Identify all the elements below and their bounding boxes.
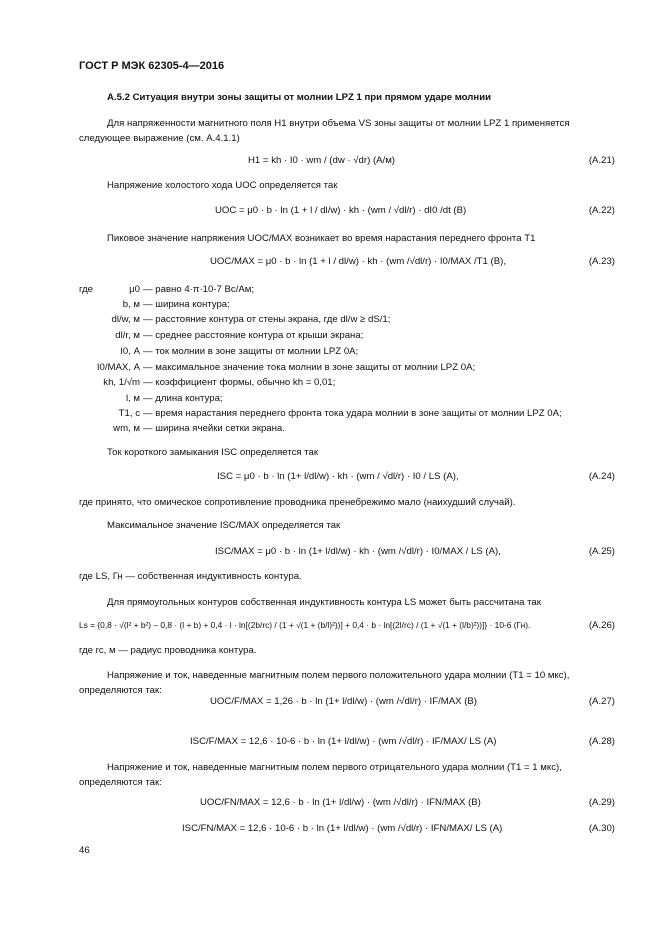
def-description: — ширина контура;: [143, 299, 230, 310]
def-description: — равно 4·π·10-7 Вс/Ам;: [143, 284, 255, 295]
def-symbol: I0, А: [120, 346, 140, 357]
paragraph-4: Ток короткого замыкания ISC определяется так: [107, 447, 319, 458]
def-description: — максимальное значение тока молнии в зоне защиты от молнии LPZ 0A;: [143, 362, 476, 373]
paragraph-8: Напряжение и ток, наведенные магнитным полем первого положительного удара молнии (T1 = 10 мкс), определяются так:: [79, 670, 570, 696]
def-symbol: l, м: [125, 393, 140, 404]
def-description: — расстояние контура от стены экрана, где dl/w ≥ dS/1;: [143, 314, 391, 325]
equation-a21: H1 = kh · I0 · wm / (dw · √dr) (А/м): [248, 155, 395, 166]
equation-a24: ISC = μ0 · b · ln (1+ l/dl/w) · kh · (wm / √dl/r) · I0 / LS (А),: [217, 471, 459, 482]
equation-a25: ISC/MAX = μ0 · b · ln (1+ l/dl/w) · kh · (wm /√dl/r) · I0/MAX / LS (А),: [215, 546, 501, 557]
equation-number-a25: (А.25): [588, 546, 615, 557]
equation-number-a28: (А.28): [588, 736, 615, 747]
def-description: — время нарастания переднего фронта тока удара молнии в зоне защиты от молнии LPZ 0A;: [143, 408, 562, 419]
def-description: — ток молнии в зоне защиты от молнии LPZ 0A;: [143, 346, 359, 357]
equation-number-a23: (А.23): [588, 256, 615, 267]
equation-a26: Ls = {0,8 · √(l² + b²) – 0,8 · (l + b) + 0,4 · l · ln[(2b/rc) / (1 + √(1 + (b/l)²))] + 0,4 · b · ln[(2l/rc) / (1 + √(1 + (l/b)²))]} · 10-6 (Гн).: [79, 620, 531, 630]
def-symbol: dl/w, м: [111, 314, 140, 325]
def-description: — длина контура;: [143, 393, 223, 404]
paragraph-5: где принято, что омическое сопротивление проводника пренебрежимо мало (наихудший случай).: [79, 497, 516, 508]
equation-number-a30: (А.30): [588, 823, 615, 834]
paragraph-2: Напряжение холостого хода UOC определяется так: [107, 180, 338, 191]
document-header: ГОСТ Р МЭК 62305-4—2016: [79, 60, 225, 72]
paragraph-3: Пиковое значение напряжения UOC/MAX возникает во время нарастания переднего фронта T1: [107, 233, 536, 244]
paragraph-6: Максимальное значение ISC/MAX определяется так: [107, 520, 341, 531]
paragraph-9: Напряжение и ток, наведенные магнитным полем первого отрицательного удара молнии (T1 = 1 мкс), определяются так:: [79, 762, 562, 788]
def-symbol: dl/r, м: [115, 330, 140, 341]
equation-a29: UOC/FN/MAX = 12,6 · b · ln (1+ l/dl/w) · (wm /√dl/r) · IFN/MAX (В): [200, 797, 481, 808]
def-symbol: wm, м: [113, 423, 140, 434]
def-symbol: kh, 1/√m: [103, 377, 140, 388]
equation-a30: ISC/FN/MAX = 12,6 · 10-6 · b · ln (1+ l/dl/w) · (wm /√dl/r) · IFN/MAX/ LS (А): [182, 823, 503, 834]
equation-a23: UOC/MAX = μ0 · b · ln (1 + l / dl/w) · kh · (wm /√dl/r) · I0/MAX /T1 (В),: [210, 256, 506, 267]
def-symbol: b, м: [122, 299, 140, 310]
def-description: — коэффициент формы, обычно kh = 0,01;: [143, 377, 336, 388]
definition-rc: где rc, м — радиус проводника контура.: [79, 645, 257, 656]
equation-a27: UOC/F/MAX = 1,26 · b · ln (1+ l/dl/w) · (wm /√dl/r) · IF/MAX (В): [210, 696, 477, 707]
paragraph-7: Для прямоугольных контуров собственная индуктивность контура LS может быть рассчитана так: [107, 597, 541, 608]
equation-number-a29: (А.29): [588, 797, 615, 808]
def-symbol: I0/MAX, А: [96, 362, 140, 373]
definition-ls: где LS, Гн — собственная индуктивность контура.: [79, 571, 302, 582]
equation-a22: UOC = μ0 · b · ln (1 + l / dl/w) · kh · (wm / √dl/r) · dI0 /dt (В): [215, 205, 467, 216]
def-description: — среднее расстояние контура от крыши экрана;: [143, 330, 364, 341]
paragraph-1: Для напряженности магнитного поля H1 внутри объема VS зоны защиты от молнии LPZ 1 применяется следующее выражение (см. А.4.1.1): [79, 118, 570, 144]
section-title: А.5.2 Ситуация внутри зоны защиты от молнии LPZ 1 при прямом ударе молнии: [107, 92, 491, 103]
equation-number-a24: (А.24): [588, 471, 615, 482]
equation-number-a22: (А.22): [588, 205, 615, 216]
def-description: — ширина ячейки сетки экрана.: [143, 423, 285, 434]
where-label: где: [79, 284, 94, 295]
equation-a28: ISC/F/MAX = 12,6 · 10-6 · b · ln (1+ l/dl/w) · (wm /√dl/r) · IF/MAX/ LS (А): [190, 736, 497, 747]
page-number: 46: [79, 845, 90, 856]
def-symbol: μ0: [129, 284, 140, 295]
equation-number-a21: (А.21): [588, 155, 615, 166]
equation-number-a27: (А.27): [588, 696, 615, 707]
def-symbol: T1, с: [118, 408, 140, 419]
equation-number-a26: (А.26): [588, 620, 615, 631]
